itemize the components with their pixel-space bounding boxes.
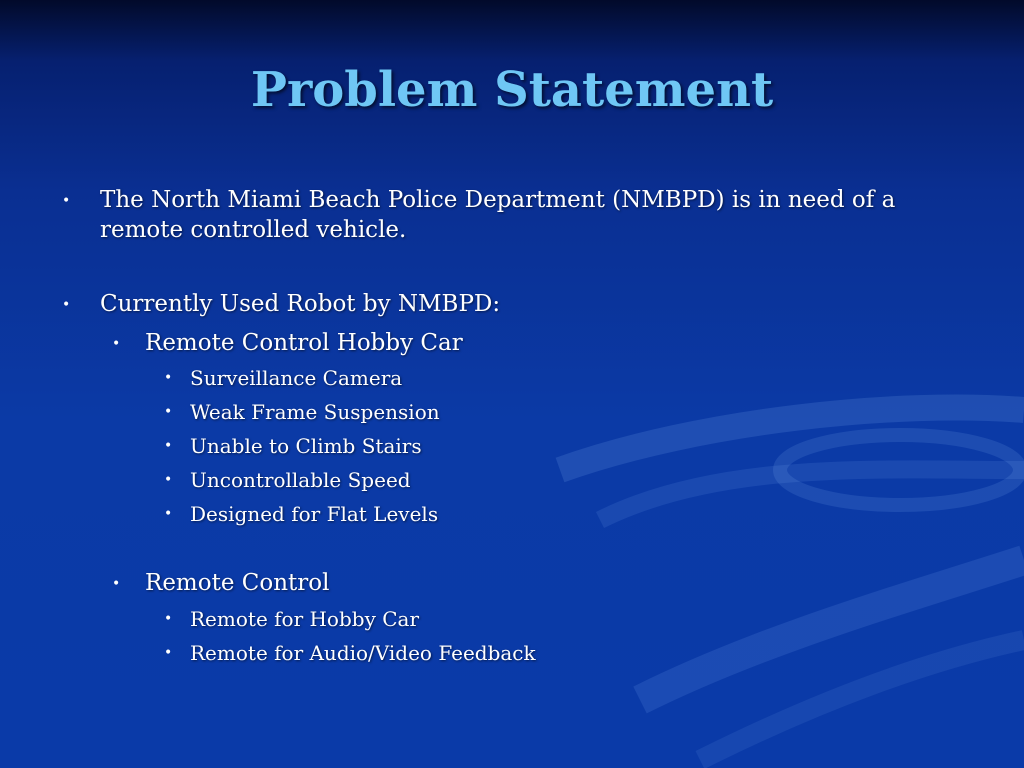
page-title: Problem Statement (250, 62, 774, 118)
bullet-dot: • (164, 506, 173, 522)
bullet-dot: • (62, 297, 71, 313)
bullet-dot: • (164, 370, 173, 386)
list-item: Surveillance Camera (190, 366, 403, 390)
bullet-dot: • (164, 472, 173, 488)
bullet-dot: • (62, 193, 71, 209)
list-item: Uncontrollable Speed (190, 468, 411, 492)
bullet-2: Currently Used Robot by NMBPD: (100, 291, 501, 317)
bullet-dot: • (112, 336, 121, 352)
list-item: Designed for Flat Levels (190, 502, 439, 526)
bullet-1-line-2: remote controlled vehicle. (100, 217, 407, 243)
list-item: Remote for Hobby Car (190, 607, 420, 631)
bullet-dot: • (164, 645, 173, 661)
bullet-dot: • (164, 438, 173, 454)
bullet-1-line-1: The North Miami Beach Police Department (NMBPD) is in need of a (100, 187, 896, 213)
list-item: Remote for Audio/Video Feedback (190, 641, 536, 665)
sub-bullet-hobby-car: Remote Control Hobby Car (145, 330, 463, 356)
list-item: Unable to Climb Stairs (190, 434, 422, 458)
list-item: Weak Frame Suspension (190, 400, 440, 424)
bullet-dot: • (164, 404, 173, 420)
bullet-dot: • (112, 576, 121, 592)
bullet-dot: • (164, 611, 173, 627)
sub-bullet-remote-control: Remote Control (145, 570, 330, 596)
